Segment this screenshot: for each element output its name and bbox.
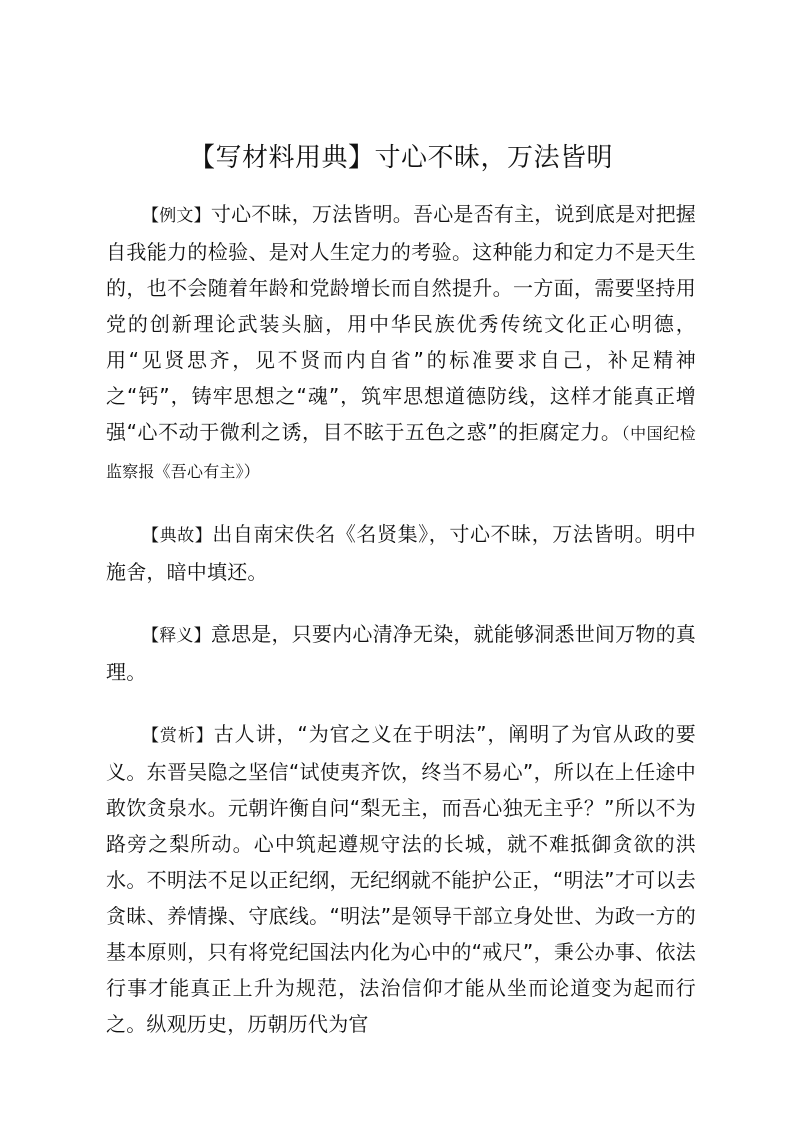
analysis-text: 古人讲，“为官之义在于明法”，阐明了为官从政的要义。东晋吴隐之坚信“试使夷齐饮，终当不易心”，所以在上任途中敢饮贪泉水。元朝许衡自问“梨无主，而吾心独无主乎？”所以不为路旁之梨所动。心中筑起遵规守法的长城，就不难抵御贪欲的洪水。不明法不足以正纪纲，无纪纲就不能护公正，“明法”才可以去贪昧、养情操、守底线。“明法”是领导干部立身处世、为政一方的基本原则，只有将党纪国法内化为心中的“戒尺”，秉公办事、依法行事才能真正上升为规范，法治信仰才能从坐而论道变为起而行之。纵观历史，历朝历代为官 [106,722,696,1036]
allusion-paragraph [106,516,696,590]
example-paragraph [106,196,696,490]
analysis-paragraph [106,716,696,1042]
example-text: 寸心不昧，万法皆明。吾心是否有主，说到底是对把握自我能力的检验、是对人生定力的考验。这种能力和定力不是天生的，也不会随着年龄和党龄增长而自然提升。一方面，需要坚持用党的创新理论武装头脑，用中华民族优秀传统文化正心明德，用“见贤思齐，见不贤而内自省”的标准要求自己，补足精神之“钙”，铸牢思想之“魂”，筑牢思想道德防线，这样才能真正增强“心不动于微利之诱，目不眩于五色之惑”的拒腐定力。 [106,202,696,444]
analysis-tag: 【赏析】 [142,726,214,746]
allusion-tag: 【典故】 [142,526,213,546]
allusion-text: 出自南宋佚名《名贤集》，寸心不昧，万法皆明。明中施舍，暗中填还。 [106,522,696,584]
example-citation: （中国纪检监察报《吾心有主》） [106,424,696,481]
meaning-tag: 【释义】 [142,626,211,646]
example-tag: 【例文】 [142,206,211,226]
document-title: 【写材料用典】寸心不昧，万法皆明 [188,143,613,173]
meaning-paragraph [106,616,696,690]
meaning-text: 意思是，只要内心清净无染，就能够洞悉世间万物的真理。 [106,622,696,684]
document-page [106,136,696,1042]
